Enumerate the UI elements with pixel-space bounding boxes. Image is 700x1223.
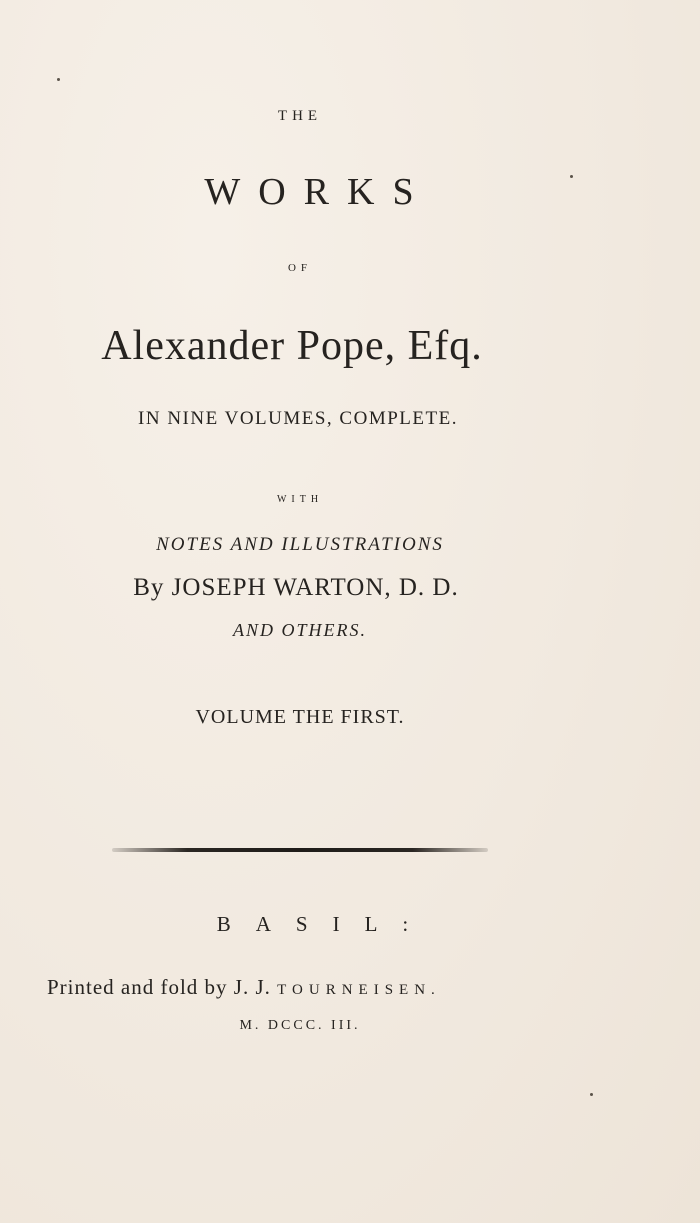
- publication-date: M. DCCC. III.: [239, 1018, 361, 1033]
- ornamental-rule: [112, 848, 488, 852]
- editor-line: By JOSEPH WARTON, D. D.: [133, 574, 459, 601]
- notes-line: NOTES AND ILLUSTRATIONS: [156, 534, 444, 555]
- others-line: AND OTHERS.: [233, 620, 367, 640]
- foxing-speck: [57, 78, 60, 81]
- place-of-publication: BASIL:: [216, 912, 434, 936]
- printer-name: TOURNEISEN.: [277, 982, 441, 998]
- heading-works: WORKS: [204, 171, 432, 213]
- author-name: Alexander Pope, Efq.: [101, 323, 483, 369]
- with-label: WITH: [276, 494, 324, 505]
- heading-the: THE: [277, 108, 323, 124]
- volume-line: VOLUME THE FIRST.: [195, 706, 405, 728]
- foxing-speck: [590, 1093, 593, 1096]
- foxing-speck: [570, 175, 573, 178]
- volumes-note: IN NINE VOLUMES, COMPLETE.: [138, 408, 458, 429]
- imprint-line: [47, 975, 587, 1000]
- heading-of: OF: [287, 262, 313, 274]
- imprint-prefix: Printed and fold by J. J.: [47, 975, 271, 999]
